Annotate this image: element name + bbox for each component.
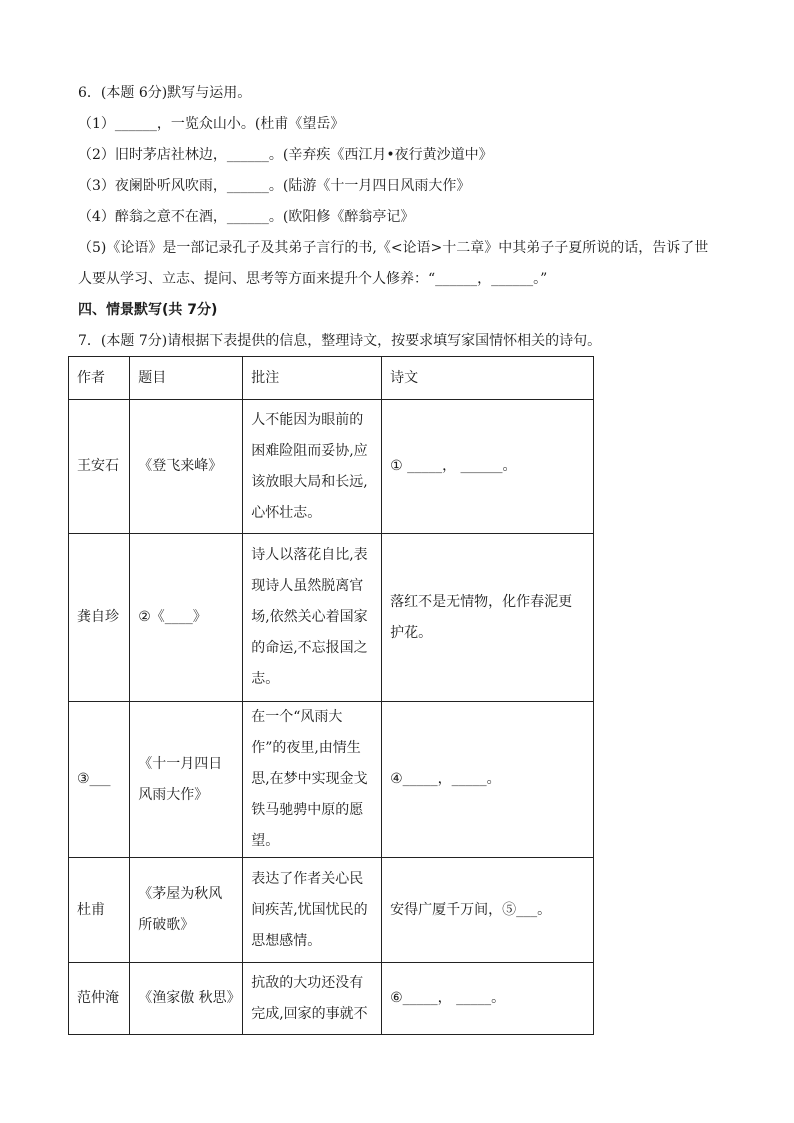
note-cell: 表达了作者关心民间疾苦,忧国忧民的思想感情。 (243, 858, 382, 963)
author-cell: 龚自珍 (69, 534, 130, 702)
title-cell: 《渔家傲 秋思》 (130, 963, 243, 1035)
question-6-title: 6．(本题 6分)默写与运用。 (78, 85, 252, 101)
question-6-item-5-line-1: （5)《论语》是一部记录孔子及其弟子言行的书,《<论语>十二章》中其弟子子夏所说的话，告诉了世 (78, 240, 709, 256)
table-row (69, 534, 594, 702)
note-cell: 抗敌的大功还没有完成,回家的事就不 (243, 963, 382, 1035)
author-cell: 王安石 (69, 400, 130, 534)
header-title: 题目 (130, 357, 243, 400)
title-cell: ②《____》 (130, 534, 243, 702)
title-cell: 《茅屋为秋风所破歌》 (130, 858, 243, 963)
author-cell: 范仲淹 (69, 963, 130, 1035)
header-author: 作者 (69, 357, 130, 400)
text-cell: ④_____，_____。 (382, 702, 594, 858)
poem-table (68, 356, 594, 1035)
question-6-item-4: （4）醉翁之意不在酒，______。(欧阳修《醉翁亭记》 (78, 209, 415, 225)
question-6-item-5-line-2: 人要从学习、立志、提问、思考等方面来提升个人修养：“______，______。” (78, 271, 548, 287)
text-cell: ① _____， ______。 (382, 400, 594, 534)
text-cell: ⑥_____， _____。 (382, 963, 594, 1035)
text-cell: 落红不是无情物，化作春泥更护花。 (382, 534, 594, 702)
header-text: 诗文 (382, 357, 594, 400)
table-row (69, 400, 594, 534)
table-header-row (69, 357, 594, 400)
note-cell: 人不能因为眼前的困难险阻而妥协,应该放眼大局和长远,心怀壮志。 (243, 400, 382, 534)
note-cell: 诗人以落花自比,表现诗人虽然脱离官场,依然关心着国家的命运,不忘报国之志。 (243, 534, 382, 702)
table-row (69, 858, 594, 963)
note-cell: 在一个“风雨大作”的夜里,由情生思,在梦中实现金戈铁马驰骋中原的愿望。 (243, 702, 382, 858)
title-cell: 《登飞来峰》 (130, 400, 243, 534)
question-6-item-3: （3）夜阑卧听风吹雨，______。(陆游《十一月四日风雨大作》 (78, 178, 471, 194)
author-cell: 杜甫 (69, 858, 130, 963)
question-6-item-1: （1）______，一览众山小。(杜甫《望岳》 (78, 116, 345, 132)
question-6-item-2: （2）旧时茅店社林边，______。(辛弃疾《西江月•夜行黄沙道中》 (78, 147, 493, 163)
text-cell: 安得广厦千万间，⑤___。 (382, 858, 594, 963)
title-cell: 《十一月四日风雨大作》 (130, 702, 243, 858)
section-4-heading: 四、情景默写(共 7分) (78, 302, 218, 318)
question-7-title: 7．(本题 7分)请根据下表提供的信息，整理诗文，按要求填写家国情怀相关的诗句。 (78, 333, 602, 349)
table-row (69, 702, 594, 858)
table-row (69, 963, 594, 1035)
header-note: 批注 (243, 357, 382, 400)
author-cell: ③___ (69, 702, 130, 858)
